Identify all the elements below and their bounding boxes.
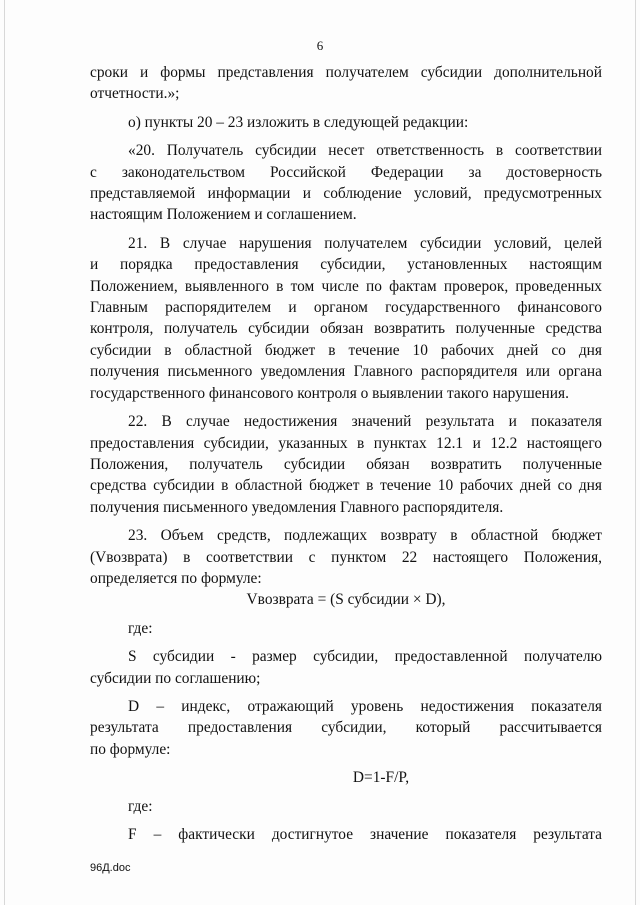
text-line: где: [128, 619, 153, 637]
scan-edge-left [4, 0, 5, 905]
formula-d-index: D=1-F/P, [352, 769, 410, 787]
text-line: о) пункты 20 – 23 изложить в следующей редакции: [128, 113, 469, 131]
scan-edge-right [635, 0, 636, 905]
file-name-footer: 96Д.doc [90, 862, 131, 874]
text-line: средства субсидии в областной бюджет в течение 10 рабочих дней со дня [90, 477, 602, 495]
text-line: и порядка предоставления субсидии, установленных настоящим [90, 256, 602, 274]
text-line: где: [128, 797, 153, 815]
text-line: контроля, получатель субсидии обязан возвратить полученные средства [90, 320, 602, 338]
text-line: представляемой информации и соблюдение условий, предусмотренных [90, 185, 602, 203]
text-line: Положения, получатель субсидии обязан возвратить полученные [90, 455, 602, 473]
text-line: сроки и формы представления получателем субсидии дополнительной [90, 64, 602, 81]
text-line: S субсидии - размер субсидии, предоставленной получателю [128, 648, 602, 666]
text-line: государственного финансового контроля о выявлении такого нарушения. [90, 384, 569, 402]
text-line: Главным распорядителем и органом государственного финансового [90, 299, 602, 317]
text-line: D – индекс, отражающий уровень недостижения показателя [128, 697, 602, 715]
text-line: (Vвозврата) в соответствии с пунктом 22 настоящего Положения, [90, 548, 602, 566]
formula-v-return: Vвозврата = (S субсидии × D), [246, 591, 446, 609]
text-line: субсидии в областной бюджет в течение 10 рабочих дней со дня [90, 341, 602, 359]
text-line: отчетности.»; [90, 85, 180, 103]
text-line: «20. Получатель субсидии несет ответственность в соответствии [128, 142, 602, 160]
page-number: 6 [316, 38, 324, 53]
text-line: настоящим Положением и соглашением. [90, 206, 357, 224]
text-line: определяется по формуле: [90, 569, 262, 587]
text-line: предоставления субсидии, указанных в пунктах 12.1 и 12.2 настоящего [90, 434, 602, 452]
text-line: F – фактически достигнутое значение показателя результата [128, 826, 602, 843]
text-line: получения письменного уведомления Главного распорядителя. [90, 498, 504, 516]
text-line: получения письменного уведомления Главного распорядителя или органа [90, 363, 602, 381]
text-line: по формуле: [90, 740, 171, 758]
text-line: 22. В случае недостижения значений результата и показателя [128, 413, 602, 431]
text-line: Положением, выявленного в том числе по фактам проверок, проведенных [90, 277, 602, 295]
text-line: 23. Объем средств, подлежащих возврату в областной бюджет [128, 527, 602, 545]
text-line: результата предоставления субсидии, который рассчитывается [90, 719, 602, 737]
text-line: с законодательством Российской Федерации за достоверность [90, 163, 602, 181]
text-line: субсидии по соглашению; [90, 669, 261, 687]
text-line: 21. В случае нарушения получателем субсидии условий, целей [128, 234, 602, 252]
document-body [90, 62, 602, 845]
